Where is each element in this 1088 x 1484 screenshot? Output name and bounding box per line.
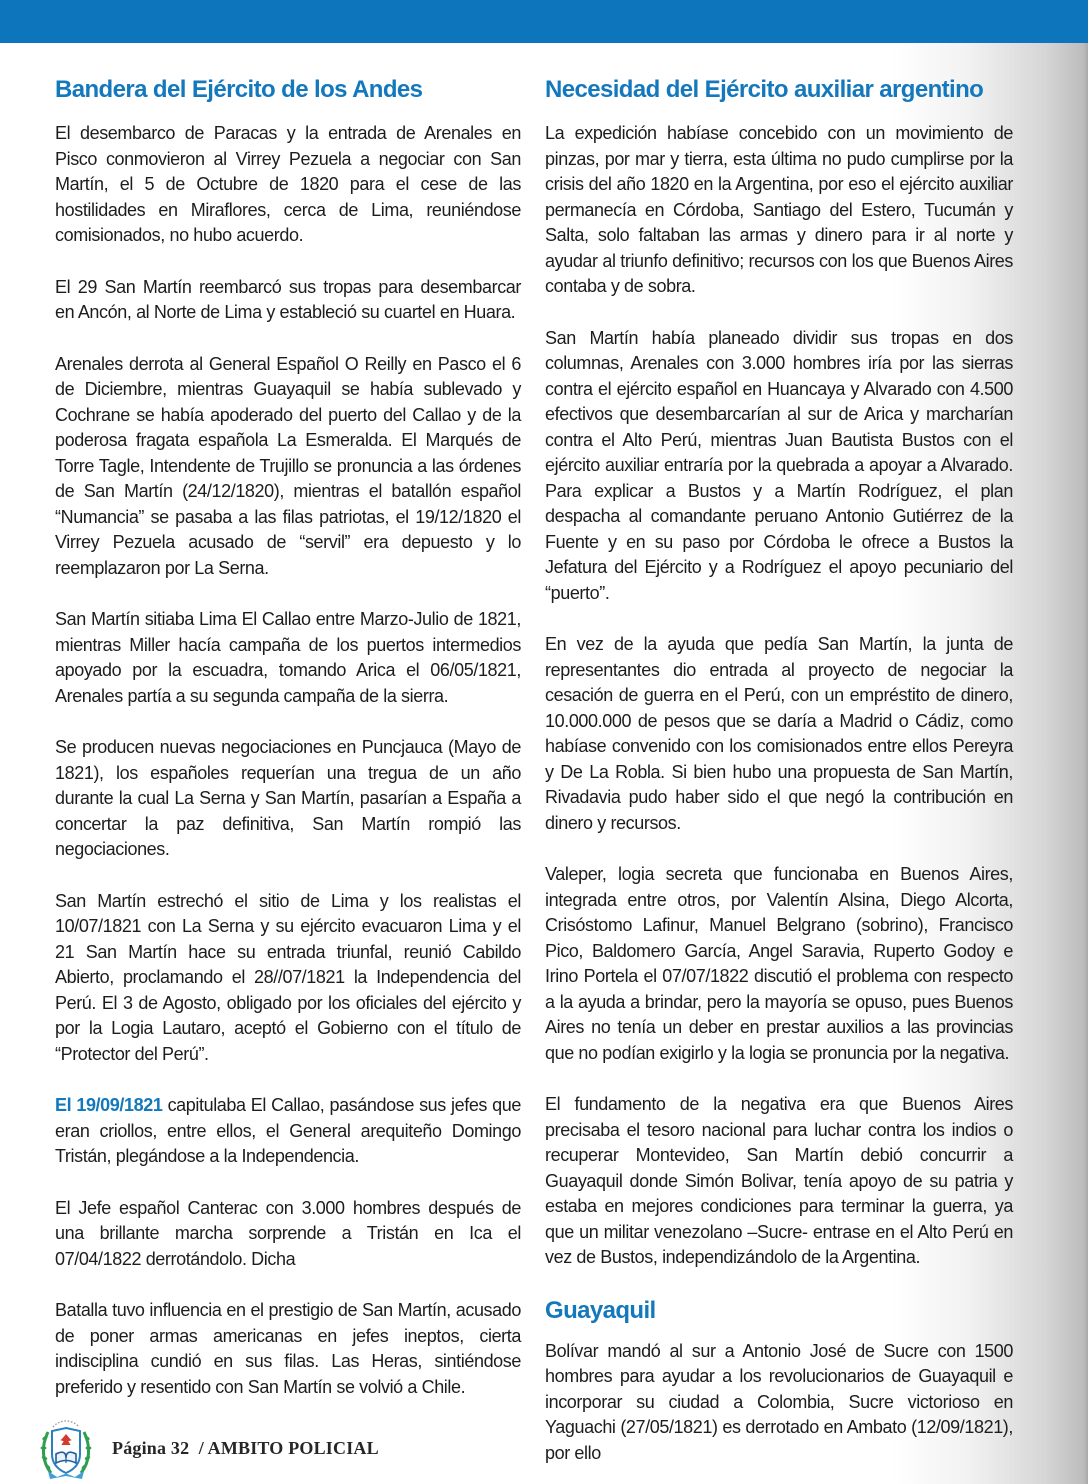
paragraph: El Jefe español Canterac con 3.000 hombres después de una brillante marcha sorprende a Tristán en Ica el 07/04/1822 derrotándolo. Dicha	[55, 1197, 521, 1269]
section-heading-bandera: Bandera del Ejército de los Andes	[55, 76, 423, 103]
paragraph: San Martín había planeado dividir sus tropas en dos columnas, Arenales con 3.000 hombres iría por las sierras contra el ejército español en Huancaya y Alvarado con 4.500 efectivos que desembarcarían al sur de Arica y marcharían contra el Alto Perú, mientras Juan Bautista Bustos con el ejército auxiliar entraría por la quebrada a apoyar a Alvarado. Para explicar a Bustos y a Martín Rodríguez, el plan despacha al comandante peruano Antonio Gutiérrez de la Fuente y en su paso por Córdoba le ofrece a Bustos la Jefatura del Ejército y a Rodríguez el apoyo pecuniario del “puerto”.	[545, 327, 1013, 603]
paragraph: Se producen nuevas negociaciones en Puncjauca (Mayo de 1821), los españoles requerían una tregua de un año durante la cual La Serna y San Martín, pasarían a España a concertar la paz definitiva, San Martín rompió las negociaciones.	[55, 737, 521, 859]
top-blue-bar	[0, 0, 1088, 43]
paragraph-text: capitulaba El Callao, pasándose sus jefes que eran criollos, entre ellos, el General arequiteño Domingo Tristán, plegándose a la Independencia.	[55, 1095, 521, 1166]
paragraph: Batalla tuvo influencia en el prestigio de San Martín, acusado de poner armas americanas en jefes ineptos, cierta indisciplina cundió en sus filas. Las Heras, sintiéndose preferido y resentido con San Martín se volvió a Chile.	[55, 1300, 521, 1397]
ambito-policial-crest-logo	[36, 1416, 96, 1480]
paragraph	[55, 1093, 521, 1170]
footer-page-label: Página 32 / AMBITO POLICIAL	[112, 1437, 379, 1458]
paragraph: En vez de la ayuda que pedía San Martín, la junta de representantes dio entrada al proyecto de negociar la cesación de guerra en el Perú, con un empréstito de dinero, 10.000.000 de pesos que se daría a Madrid o Cádiz, como habíase convenido con los comisionados entre ellos Pereyra y De La Robla. Si bien hubo una propuesta de San Martín, Rivadavia pudo haber sido el que negó la contribución en dinero y recursos.	[545, 634, 1013, 833]
highlighted-date: El 19/09/1821	[55, 1095, 163, 1115]
left-column	[55, 76, 521, 1426]
paragraph: El desembarco de Paracas y la entrada de Arenales en Pisco conmovieron al Virrey Pezuela a negociar con San Martín, el 5 de Octubre de 1820 para el cese de las hostilidades en Miraflores, cerca de Lima, reuniéndose comisionados, no hubo acuerdo.	[55, 123, 521, 245]
paragraph: San Martín sitiaba Lima El Callao entre Marzo-Julio de 1821, mientras Miller hacía campaña de los puertos intermedios apoyado por la escuadra, tomando Arica el 06/05/1821, Arenales partía a su segunda campaña de la sierra.	[55, 609, 521, 706]
right-column	[545, 76, 1013, 1484]
paragraph: Arenales derrota al General Español O Reilly en Pasco el 6 de Diciembre, mientras Guayaquil se había sublevado y Cochrane se había apoderado del puerto del Callao y de la poderosa fragata española La Esmeralda. El Marqués de Torre Tagle, Intendente de Trujillo se pronuncia a las órdenes de San Martín (24/12/1820), mientras el batallón español “Numancia” se pasaba a las filas patriotas, el 19/12/1820 el Virrey Pezuela acusado de “servil” era depuesto y lo reemplazaron por La Serna.	[55, 353, 521, 578]
paragraph: El fundamento de la negativa era que Buenos Aires precisaba el tesoro nacional para luchar contra los indios o recuperar Montevideo, San Martín debió concurrir a Guayaquil donde Simón Bolivar, tenía apoyo de su patria y estaba en mejores condiciones para terminar la guerra, ya que un militar venezolano –Sucre- entrase en el Alto Perú en vez de Bustos, independizándolo de la Argentina.	[545, 1094, 1013, 1267]
section-heading-guayaquil: Guayaquil	[545, 1296, 656, 1324]
paragraph: Bolívar mandó al sur a Antonio José de Sucre con 1500 hombres para ayudar a los revolucionarios de Guayaquil e incorporar su ciudad a Colombia, Sucre victorioso en Yaguachi (27/05/1821) es derrotado en Ambato (12/09/1821), por ello	[545, 1340, 1013, 1463]
paragraph: El 29 San Martín reembarcó sus tropas para desembarcar en Ancón, al Norte de Lima y estableció su cuartel en Huara.	[55, 276, 521, 322]
paragraph: La expedición habíase concebido con un movimiento de pinzas, por mar y tierra, esta última no pudo cumplirse por la crisis del año 1820 en la Argentina, por eso el ejército auxiliar permanecía en Córdoba, Santiago del Estero, Tucumán y Salta, solo faltaban las armas y dinero para ir al norte y ayudar al triunfo definitivo; recursos con los que Buenos Aires contaba y de sobra.	[545, 123, 1013, 296]
section-heading-necesidad: Necesidad del Ejército auxiliar argentino	[545, 76, 984, 103]
paragraph: San Martín estrechó el sitio de Lima y los realistas el 10/07/1821 con La Serna y su ejército evacuaron Lima y el 21 San Martín hace su entrada triunfal, reunió Cabildo Abierto, proclamando el 28//07/1821 la Independencia del Perú. El 3 de Agosto, obligado por los oficiales del ejército y por la Logia Lautaro, aceptó el Gobierno con el título de “Protector del Perú”.	[55, 890, 521, 1064]
paragraph: Valeper, logia secreta que funcionaba en Buenos Aires, integrada entre otros, por Valentín Alsina, Diego Alcorta, Crisóstomo Lafinur, Manuel Belgrano (sobrino), Francisco Pico, Baldomero García, Angel Saravia, Ruperto Godoy e Irino Portela el 07/07/1822 discutió el problema con respecto a la ayuda a brindar, pero la mayoría se opuso, pues Buenos Aires no tenía un deber en prestar auxilios a las provincias que no podían exigirlo y la logia se pronuncia por la negativa.	[545, 864, 1013, 1063]
page-footer	[36, 1416, 379, 1480]
